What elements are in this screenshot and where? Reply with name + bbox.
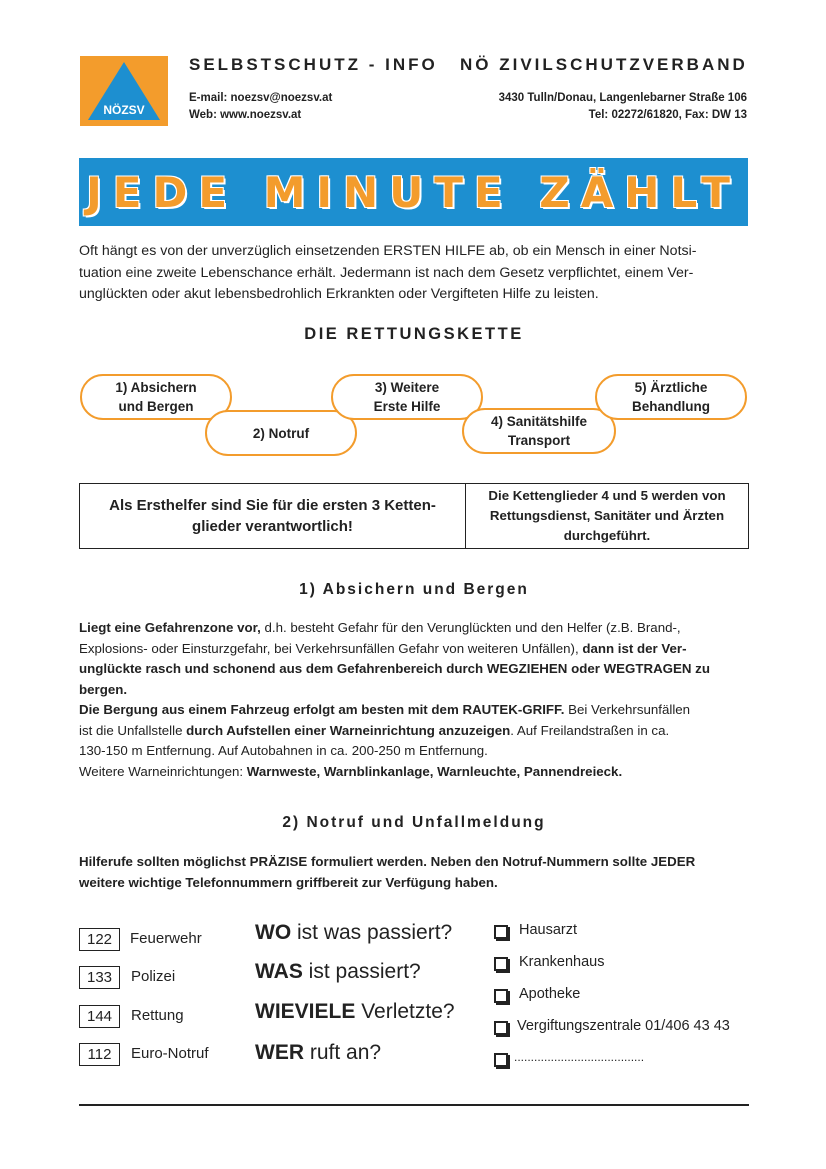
emergency-number-label: Feuerwehr	[130, 930, 202, 947]
question-keyword: WO	[255, 921, 292, 944]
logo	[80, 56, 168, 126]
emergency-number-box: 133	[79, 966, 120, 989]
section2-heading: 2) Notruf und Unfallmeldung	[282, 814, 546, 831]
chain-link-4	[462, 408, 616, 454]
chain-link-label: Behandlung	[632, 399, 710, 414]
question-text: ist was passiert?	[291, 921, 453, 944]
chain-link-5	[595, 374, 747, 420]
text-bold: Warnweste, Warnblinkanlage, Warnleuchte, Pannendreieck.	[246, 763, 623, 779]
emergency-number-label: Polizei	[131, 968, 176, 985]
chain-link-label: 3) Weitere	[374, 380, 440, 395]
chain-link-label: 4) Sanitätshilfe	[490, 414, 588, 429]
emergency-number-box: 112	[79, 1043, 120, 1066]
chain-link-1	[80, 374, 232, 420]
header-phone: Tel: 02272/61820, Fax: DW 13	[588, 109, 747, 121]
text-bold: Liegt eine Gefahrenzone vor,	[79, 620, 261, 635]
section1-body	[79, 618, 749, 782]
question-text: ruft an?	[304, 1041, 382, 1064]
intro-line: tuation eine zweite Lebenschance erhält. Jedermann ist nach dem Gesetz verpflichtet, einem Ver-	[79, 264, 694, 281]
text: . Auf Freilandstraßen in ca.	[510, 722, 670, 738]
text-bold: Hilferufe sollten möglichst PRÄZISE formuliert werden. Neben den Notruf-Nummern sollte JEDER	[79, 854, 696, 869]
question-text: ist passiert?	[302, 960, 421, 983]
emergency-number-box: 122	[79, 928, 120, 951]
text: 130-150 m Entfernung. Auf Autobahnen in ca. 200-250 m Entfernung.	[79, 743, 488, 758]
chain-link-label: Erste Hilfe	[373, 399, 441, 414]
checkbox-icon[interactable]	[494, 989, 508, 1003]
emergency-number-box: 144	[79, 1005, 120, 1028]
section1-heading: 1) Absichern und Bergen	[299, 581, 529, 598]
responsibility-text: Als Ersthelfer sind Sie für die ersten 3 Ketten-	[109, 497, 436, 514]
text: d.h. besteht Gefahr für den Verunglückten und den Helfer (z.B. Brand-,	[260, 620, 681, 635]
header-title-left: SELBSTSCHUTZ - INFO	[189, 55, 438, 74]
chain-link-label: 2) Notruf	[252, 425, 310, 441]
chain-link-label: 5) Ärztliche	[634, 380, 708, 395]
text-bold: Die Bergung aus einem Fahrzeug erfolgt am besten mit dem RAUTEK-GRIFF.	[79, 702, 565, 717]
question-keyword: WIEVIELE	[255, 1000, 356, 1023]
checkbox-icon[interactable]	[494, 1053, 508, 1067]
checklist-label: Apotheke	[519, 986, 581, 1002]
checkbox-icon[interactable]	[494, 1021, 508, 1035]
text-bold: bergen.	[79, 681, 128, 697]
checklist-blank-field: .......................................	[514, 1050, 645, 1064]
question-what	[255, 960, 421, 984]
banner-title: JEDE MINUTE ZÄHLT	[86, 167, 741, 217]
header-address: 3430 Tulln/Donau, Langenlebarner Straße 106	[498, 92, 747, 104]
logo-text: NÖZSV	[103, 103, 145, 117]
bottom-divider	[79, 1104, 749, 1106]
question-text: Verletzte?	[355, 1000, 455, 1023]
checkbox-icon[interactable]	[494, 925, 508, 939]
responsibility-text: durchgeführt.	[563, 528, 651, 543]
text-bold: weitere wichtige Telefonnummern griffbereit zur Verfügung haben.	[79, 874, 498, 890]
responsibility-text: Die Kettenglieder 4 und 5 werden von	[488, 488, 726, 503]
text: ist die Unfallstelle	[79, 722, 187, 738]
header-title-right: NÖ ZIVILSCHUTZVERBAND	[460, 55, 748, 74]
text: Bei Verkehrsunfällen	[564, 702, 691, 717]
intro-line: Oft hängt es von der unverzüglich einsetzenden ERSTEN HILFE ab, ob ein Mensch in einer Notsi-	[79, 243, 697, 259]
chain-link-label: und Bergen	[118, 399, 194, 414]
responsibility-text: glieder verantwortlich!	[192, 518, 353, 535]
emergency-number-label: Euro-Notruf	[131, 1045, 209, 1062]
checklist-label: Hausarzt	[519, 922, 578, 938]
question-where	[255, 921, 452, 945]
responsibility-left-cell	[79, 483, 466, 549]
text-bold: unglückte rasch und schonend aus dem Gefahrenbereich durch WEGZIEHEN oder WEGTRAGEN zu	[79, 661, 710, 676]
text: Explosions- oder Einsturzgefahr, bei Verkehrsunfällen Gefahr von weiteren Unfällen),	[79, 640, 579, 656]
chain-link-2	[205, 410, 357, 456]
chain-link-label: 1) Absichern	[115, 380, 197, 395]
checklist-label: Krankenhaus	[519, 954, 605, 970]
header-email: E-mail: noezsv@noezsv.at	[189, 92, 333, 104]
text-bold: durch Aufstellen einer Warneinrichtung anzuzeigen	[186, 722, 511, 738]
responsibility-text: Rettungsdienst, Sanitäter und Ärzten	[489, 508, 725, 523]
checkbox-icon[interactable]	[494, 957, 508, 971]
logo-triangle-icon	[80, 56, 168, 126]
chain-link-3	[331, 374, 483, 420]
intro-line: unglückten oder akut lebensbedrohlich Erkrankten oder Vergifteten Hilfe zu leisten.	[79, 286, 599, 302]
question-keyword: WER	[255, 1041, 304, 1064]
question-how-many	[255, 1000, 455, 1024]
text: Weitere Warneinrichtungen:	[79, 763, 247, 779]
chain-link-label: Transport	[507, 433, 571, 448]
emergency-number-label: Rettung	[131, 1007, 184, 1024]
text-bold: dann ist der Ver-	[578, 640, 687, 656]
rettungskette-heading: DIE RETTUNGSKETTE	[304, 325, 524, 343]
question-who	[255, 1041, 381, 1065]
responsibility-right-cell	[465, 483, 749, 549]
intro-paragraph	[79, 241, 749, 306]
checklist-label: Vergiftungszentrale 01/406 43 43	[517, 1018, 730, 1034]
header-web: Web: www.noezsv.at	[189, 109, 302, 121]
section2-intro	[79, 852, 749, 893]
question-keyword: WAS	[255, 960, 303, 983]
